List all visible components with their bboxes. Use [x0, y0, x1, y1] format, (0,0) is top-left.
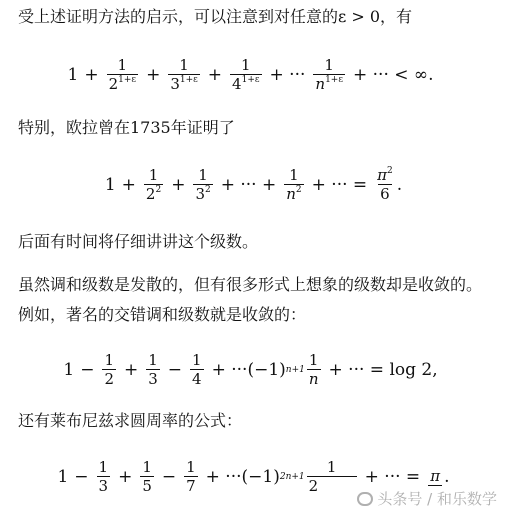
- eq3-frac-1-num: 1: [104, 351, 114, 369]
- eq3-frac-3-den: 4: [192, 370, 202, 388]
- eq1-lead: 1: [67, 65, 79, 85]
- paragraph-4: 虽然调和级数是发散的，但有很多形式上想象的级数却是收敛的。例如，著名的交错调和级数就是收敛的：: [18, 275, 483, 324]
- eq4-period: .: [444, 467, 450, 487]
- eq1-d3: 4: [232, 75, 242, 93]
- chat-bubble-icon: [357, 492, 373, 506]
- eq4-frac-2: [140, 459, 154, 495]
- eq2-exp-1: 2: [155, 185, 162, 195]
- eq1-frac-1: [107, 57, 138, 93]
- eq1-frac-n-num: 1: [324, 56, 334, 74]
- eq2-plus-1: +: [121, 175, 136, 195]
- eq4-frac-3-num: 1: [186, 458, 196, 476]
- eq3-minus-2: −: [167, 360, 183, 380]
- eq4-result-num: π: [430, 466, 441, 485]
- eq1-exp-3: 1+ε: [241, 75, 260, 85]
- equation-1: [0, 50, 507, 100]
- eq1-d1: 2: [108, 75, 119, 93]
- eq4-frac-3-den: 7: [186, 477, 196, 495]
- eq4-frac-2-den: 5: [142, 477, 152, 495]
- eq1-plus-1: +: [84, 65, 99, 85]
- eq4-minus-2: −: [161, 467, 177, 487]
- eq4-lead: 1: [57, 467, 69, 487]
- eq3-frac-2: [146, 352, 160, 388]
- eq1-frac-2-num: 1: [179, 56, 189, 74]
- eq3-frac-3: [190, 352, 204, 388]
- eq2-d1: 2: [145, 185, 156, 203]
- eq2-tail: + ··· =: [311, 175, 368, 195]
- eq2-result-den: 6: [380, 185, 390, 203]
- eq3-frac-1: [102, 352, 116, 388]
- paragraph-1: 受上述证明方法的启示，可以注意到对任意的ε > 0，有: [18, 7, 413, 26]
- eq3-minus-1: −: [80, 360, 95, 380]
- eq2-pi: π: [377, 166, 388, 184]
- eq4-frac-2-num: 1: [142, 458, 152, 476]
- eq2-frac-n: [284, 167, 303, 203]
- eq4-plus-1: +: [118, 467, 133, 487]
- eq1-frac-n: [313, 57, 345, 93]
- paragraph-3: 后面有时间将仔细讲讲这个级数。: [18, 232, 259, 251]
- eq2-frac-n-den: [284, 184, 303, 203]
- eq2-d2: 3: [195, 185, 205, 203]
- eq4-frac-n: [307, 459, 357, 495]
- eq1-frac-1-den: [107, 74, 138, 93]
- eq2-frac-result: [375, 167, 395, 203]
- eq4-result-den: [428, 485, 442, 487]
- eq4-frac-3: [184, 459, 198, 495]
- eq3-frac-n-den: n: [308, 370, 319, 388]
- eq2-result-num: [375, 167, 395, 184]
- eq1-frac-3-den: [230, 74, 261, 93]
- eq2-frac-2-den: [193, 184, 212, 203]
- eq2-frac-n-num: 1: [289, 166, 299, 184]
- eq1-frac-3: [230, 57, 261, 93]
- eq1-plus-3: +: [207, 65, 223, 85]
- eq1-frac-2-den: [168, 74, 199, 93]
- eq2-frac-2: [193, 167, 212, 203]
- paragraph-2: 特别，欧拉曾在1735年证明了: [18, 118, 235, 137]
- eq2-frac-1-num: 1: [148, 166, 159, 184]
- eq2-frac-1-den: [144, 184, 163, 203]
- paragraph-5: 还有莱布尼兹求圆周率的公式：: [18, 411, 243, 430]
- eq2-dn: n: [286, 185, 296, 203]
- eq1-dn: n: [315, 75, 326, 93]
- eq3-mid: + ···(−1): [211, 360, 286, 380]
- watermark: [357, 488, 497, 509]
- eq3-frac-3-num: 1: [192, 351, 202, 369]
- eq2-lead: 1: [104, 175, 116, 195]
- eq2-frac-2-num: 1: [198, 166, 208, 184]
- eq4-tail: + ··· =: [364, 467, 421, 487]
- eq1-dots: + ···: [269, 65, 306, 85]
- eq2-exp-2: 2: [204, 185, 211, 195]
- eq1-exp-2: 1+ε: [179, 75, 198, 85]
- eq3-frac-n: [307, 352, 321, 388]
- eq2-frac-1: [144, 167, 163, 203]
- eq4-minus-1: −: [74, 467, 89, 487]
- eq1-frac-3-num: 1: [241, 56, 251, 74]
- eq3-frac-2-den: 3: [148, 370, 158, 388]
- eq1-plus-2: +: [146, 65, 161, 85]
- eq2-pi-exp: 2: [387, 166, 393, 176]
- eq1-exp-1: 1+ε: [118, 75, 137, 85]
- eq4-frac-n-den: 2: [307, 476, 357, 495]
- eq2-period: .: [396, 175, 403, 195]
- eq3-frac-n-num: 1: [308, 351, 319, 369]
- eq2-exp-n: 2: [295, 185, 302, 195]
- eq3-lead: 1: [63, 360, 75, 380]
- eq4-frac-result: [428, 468, 442, 487]
- eq4-mid: + ···(−1): [205, 467, 280, 487]
- eq4-frac-1: [97, 459, 111, 495]
- eq4-frac-1-num: 1: [98, 458, 109, 476]
- eq2-dots: + ··· +: [220, 175, 277, 195]
- eq4-frac-n-num: 1: [326, 458, 337, 476]
- eq3-tail: + ··· = log 2,: [328, 360, 438, 380]
- eq1-frac-2: [168, 57, 199, 93]
- eq1-frac-n-den: [313, 74, 345, 93]
- eq4-frac-1-den: 3: [98, 477, 109, 495]
- eq1-d2: 3: [170, 75, 180, 93]
- equation-3: 1 − $\frac{1}{2}$ + $\frac{1}{3}$ − $\frac{1}{4}$ + ···(−1) n+1 $\frac{1}{n}$ + ··· = log 2,: [63, 351, 438, 388]
- eq3-frac-1-den: 2: [104, 370, 114, 388]
- equation-2: [0, 160, 507, 210]
- watermark-text: 头条号 / 和乐数学: [377, 490, 497, 508]
- eq1-frac-1-num: 1: [117, 56, 128, 74]
- eq1-tail: + ··· < ∞.: [353, 65, 434, 85]
- eq1-exp-n: 1+ε: [325, 75, 343, 85]
- eq3-frac-2-num: 1: [148, 351, 158, 369]
- equation-4: 1 − $\frac{1}{3}$ + $\frac{1}{5}$ − $\frac{1}{7}$ + ···(−1) 2n+1 $\frac{1}{2}$ + ··· = π .: [57, 458, 450, 495]
- eq2-plus-2: +: [171, 175, 186, 195]
- eq3-plus-1: +: [124, 360, 139, 380]
